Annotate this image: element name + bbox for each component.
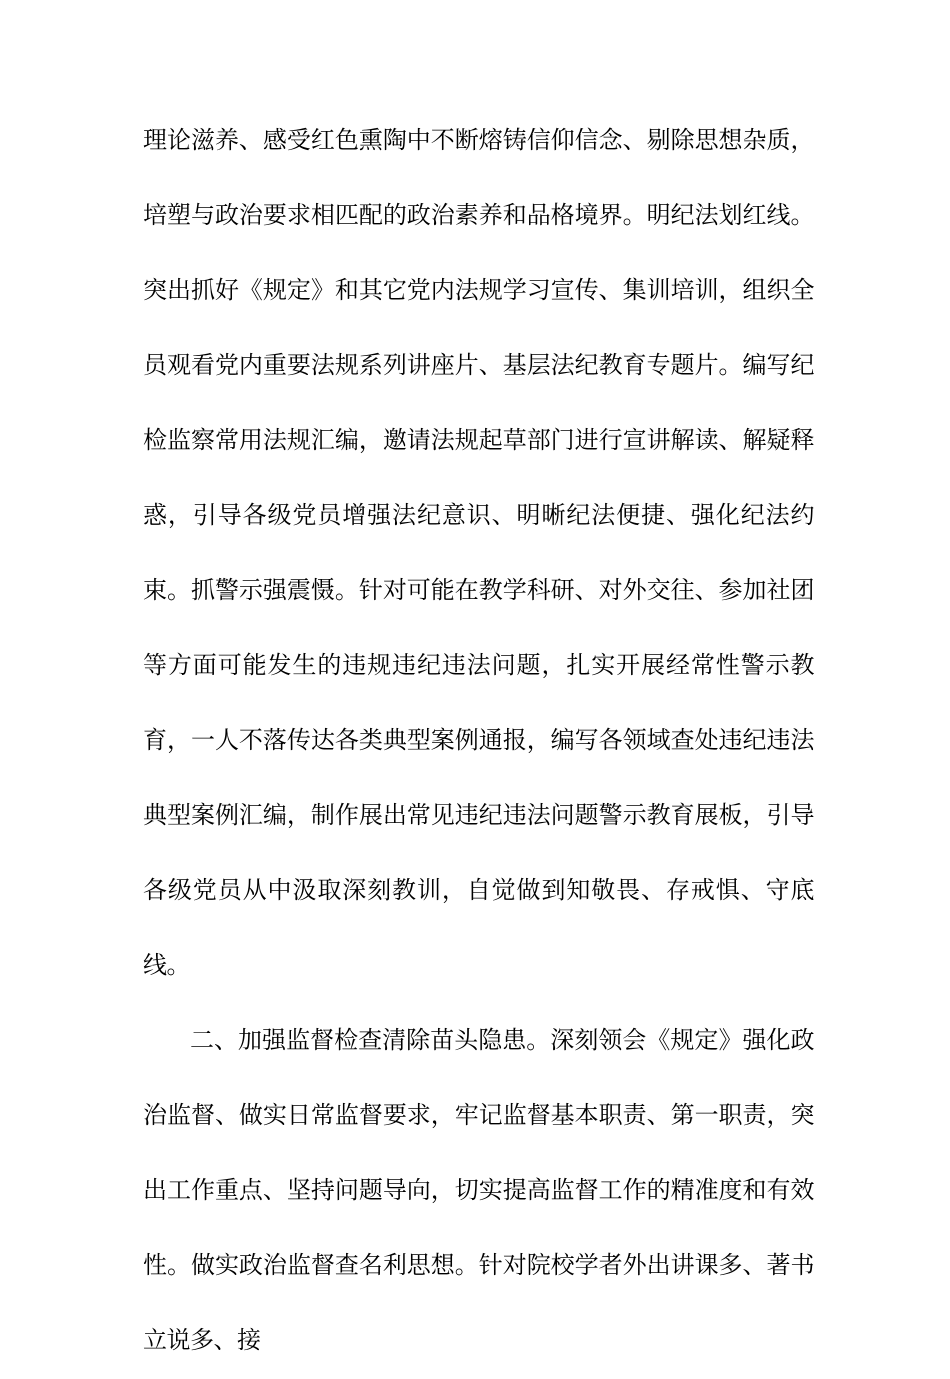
body-paragraph-section-two: 二、加强监督检查清除苗头隐患。深刻领会《规定》强化政治监督、做实日常监督要求，牢记监督基本职责、第一职责，突出工作重点、坚持问题导向，切实提高监督工作的精准度和有效性。做实政治监督查名利思想。针对院校学者外出讲课多、著书立说多、接: [143, 1028, 814, 1354]
body-paragraph-continuation: 理论滋养、感受红色熏陶中不断熔铸信仰信念、剔除思想杂质，培塑与政治要求相匹配的政治素养和品格境界。明纪法划红线。突出抓好《规定》和其它党内法规学习宣传、集训培训，组织全员观看党内重要法规系列讲座片、基层法纪教育专题片。编写纪检监察常用法规汇编，邀请法规起草部门进行宣讲解读、解疑释惑，引导各级党员增强法纪意识、明晰纪法便捷、强化纪法约束。抓警示强震慑。针对可能在教学科研、对外交往、参加社团等方面可能发生的违规违纪违法问题，扎实开展经常性警示教育，一人不落传达各类典型案例通报，编写各领域查处违纪违法典型案例汇编，制作展出常见违纪违法问题警示教育展板，引导各级党员从中汲取深刻教训，自觉做到知敬畏、存戒惧、守底线。: [143, 128, 814, 979]
